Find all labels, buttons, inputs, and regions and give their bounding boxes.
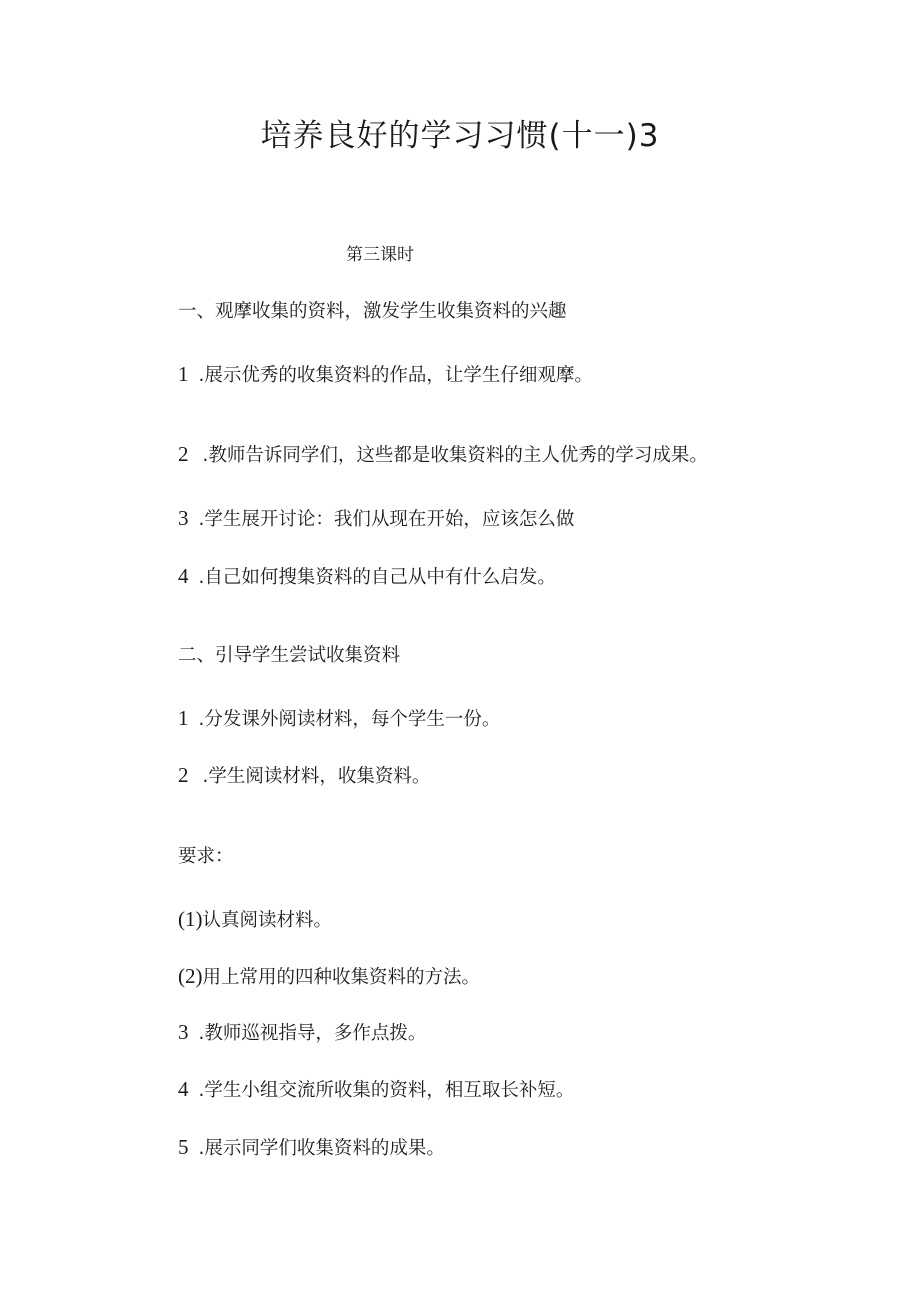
list-item	[178, 564, 556, 590]
section1-heading: 一、观摩收集的资料，激发学生收集资料的兴趣	[178, 301, 567, 322]
item-number: 2	[178, 442, 189, 466]
list-item	[178, 706, 500, 732]
item-number: 1	[178, 362, 189, 386]
list-item	[178, 442, 708, 468]
requirement-item	[178, 964, 480, 990]
requirement-item	[178, 907, 332, 933]
item-text: .自己如何搜集资料的自己从中有什么启发。	[198, 567, 556, 588]
document-title: 培养良好的学习习惯(十一)3	[260, 118, 660, 154]
item-number: 3	[178, 1020, 189, 1044]
item-number: 2	[178, 763, 189, 787]
lesson-subtitle: 第三课时	[346, 245, 414, 265]
item-number: 4	[178, 564, 189, 588]
list-item	[178, 1135, 445, 1161]
requirement-text: 认真阅读材料。	[202, 910, 333, 931]
item-text: .学生展开讨论：我们从现在开始，应该怎么做	[198, 509, 575, 530]
item-text: .教师巡视指导，多作点拨。	[198, 1023, 427, 1044]
requirement-text: 用上常用的四种收集资料的方法。	[202, 967, 481, 988]
item-number: 4	[178, 1077, 189, 1101]
list-item	[178, 506, 574, 532]
list-item	[178, 362, 593, 388]
item-text: .学生阅读材料，收集资料。	[202, 766, 431, 787]
list-item	[178, 1020, 426, 1046]
list-item	[178, 763, 430, 789]
requirement-number: (2)	[178, 964, 203, 988]
item-text: .展示同学们收集资料的成果。	[198, 1138, 445, 1159]
item-text: .学生小组交流所收集的资料，相互取长补短。	[198, 1080, 575, 1101]
section2-heading: 二、引导学生尝试收集资料	[178, 645, 401, 666]
requirement-number: (1)	[178, 907, 203, 931]
item-text: .展示优秀的收集资料的作品，让学生仔细观摩。	[198, 365, 593, 386]
item-number: 5	[178, 1135, 189, 1159]
item-number: 1	[178, 706, 189, 730]
list-item	[178, 1077, 574, 1103]
requirements-label: 要求：	[178, 846, 234, 867]
item-text: .教师告诉同学们，这些都是收集资料的主人优秀的学习成果。	[202, 445, 708, 466]
item-text: .分发课外阅读材料，每个学生一份。	[198, 709, 501, 730]
item-number: 3	[178, 506, 189, 530]
